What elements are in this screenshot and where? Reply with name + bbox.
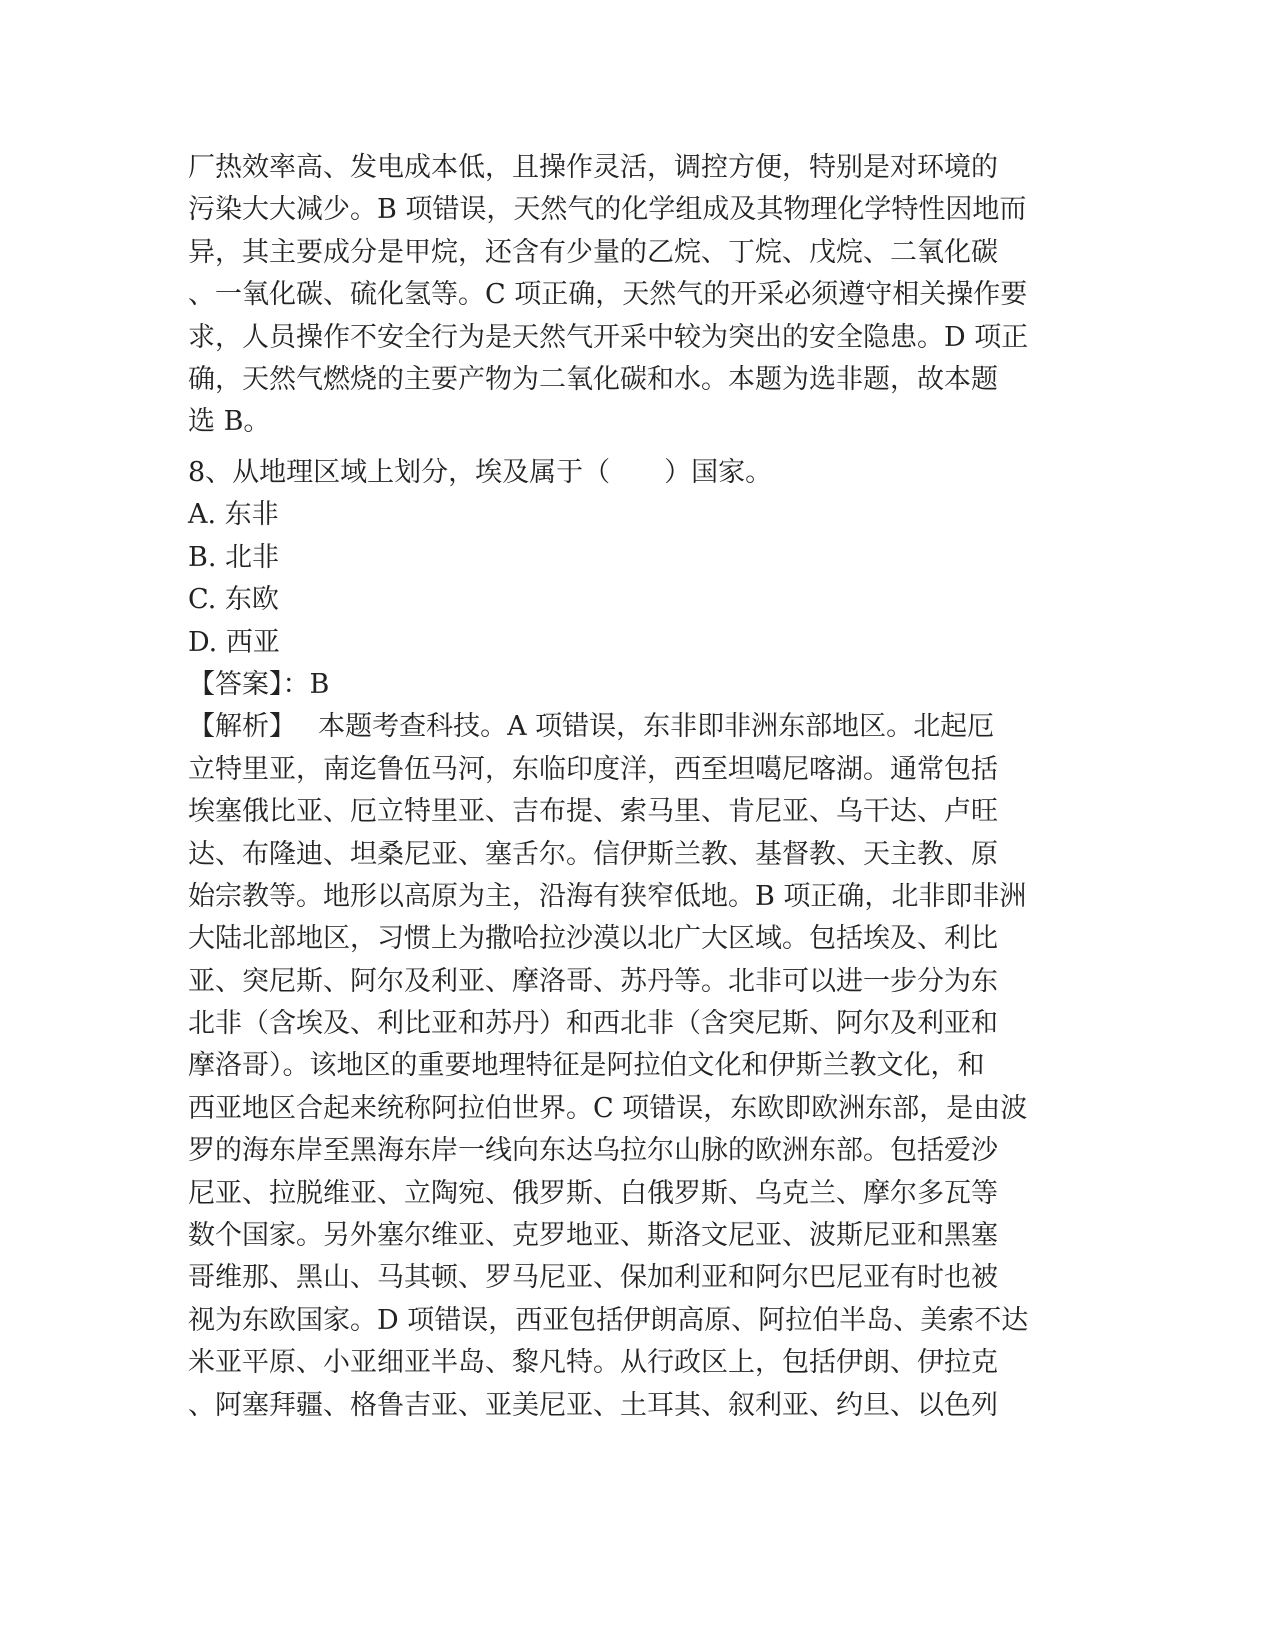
analysis-line: 始宗教等。地形以高原为主，沿海有狭窄低地。B 项正确，北非即非洲 [188,880,1027,912]
analysis-line: 亚、突尼斯、阿尔及利亚、摩洛哥、苏丹等。北非可以进一步分为东 [188,965,998,997]
analysis-line: 达、布隆迪、坦桑尼亚、塞舌尔。信伊斯兰教、基督教、天主教、原 [188,838,998,870]
analysis-line: 摩洛哥）。该地区的重要地理特征是阿拉伯文化和伊斯兰教文化，和 [188,1050,985,1082]
option-a: A. 东非 [188,499,279,531]
analysis-line: 立特里亚，南迄鲁伍马河，东临印度洋，西至坦噶尼喀湖。通常包括 [188,753,998,785]
question-8 [188,452,1078,1427]
analysis-line: 北非（含埃及、利比亚和苏丹）和西北非（含突尼斯、阿尔及利亚和 [188,1008,998,1040]
analysis-line: 尼亚、拉脱维亚、立陶宛、俄罗斯、白俄罗斯、乌克兰、摩尔多瓦等 [188,1177,998,1209]
option-b: B. 北非 [188,541,280,573]
analysis-line: 哥维那、黑山、马其顿、罗马尼亚、保加利亚和阿尔巴尼亚有时也被 [188,1262,998,1294]
analysis-line: 视为东欧国家。D 项错误，西亚包括伊朗高原、阿拉伯半岛、美索不达 [188,1304,1029,1336]
option-d: D. 西亚 [188,626,280,658]
text-line: 求，人员操作不安全行为是天然气开采中较为突出的安全隐患。D 项正 [188,321,1029,353]
text-line: 污染大大减少。B 项错误，天然气的化学组成及其物理化学特性因地而 [188,194,1027,226]
analysis-line: 埃塞俄比亚、厄立特里亚、吉布提、索马里、肯尼亚、乌干达、卢旺 [188,796,998,828]
text-line: 异，其主要成分是甲烷，还含有少量的乙烷、丁烷、戊烷、二氧化碳 [188,236,998,268]
question-stem: 8、从地理区域上划分，埃及属于（ ）国家。 [188,457,773,488]
analysis-line: 【解析】 本题考查科技。A 项错误，东非即非洲东部地区。北起厄 [188,711,995,743]
analysis-line: 罗的海东岸至黑海东岸一线向东达乌拉尔山脉的欧洲东部。包括爱沙 [188,1135,998,1167]
analysis-line: 米亚平原、小亚细亚半岛、黎凡特。从行政区上，包括伊朗、伊拉克 [188,1347,998,1379]
analysis-line: 数个国家。另外塞尔维亚、克罗地亚、斯洛文尼亚、波斯尼亚和黑塞 [188,1220,998,1252]
analysis-line: 、阿塞拜疆、格鲁吉亚、亚美尼亚、土耳其、叙利亚、约旦、以色列 [188,1389,998,1421]
option-c: C. 东欧 [188,584,279,616]
text-line: 选 B。 [188,406,271,438]
analysis-line: 西亚地区合起来统称阿拉伯世界。C 项错误，东欧即欧洲东部，是由波 [188,1092,1028,1124]
text-line: 厂热效率高、发电成本低，且操作灵活，调控方便，特别是对环境的 [188,152,998,183]
answer-line: 【答案】：B [188,668,330,700]
analysis-line: 大陆北部地区，习惯上为撒哈拉沙漠以北广大区域。包括埃及、利比 [188,923,998,955]
text-line: 确，天然气燃烧的主要产物为二氧化碳和水。本题为选非题，故本题 [188,363,998,395]
previous-explanation-continuation [188,147,1078,444]
text-line: 、一氧化碳、硫化氢等。C 项正确，天然气的开采必须遵守相关操作要 [188,279,1028,311]
